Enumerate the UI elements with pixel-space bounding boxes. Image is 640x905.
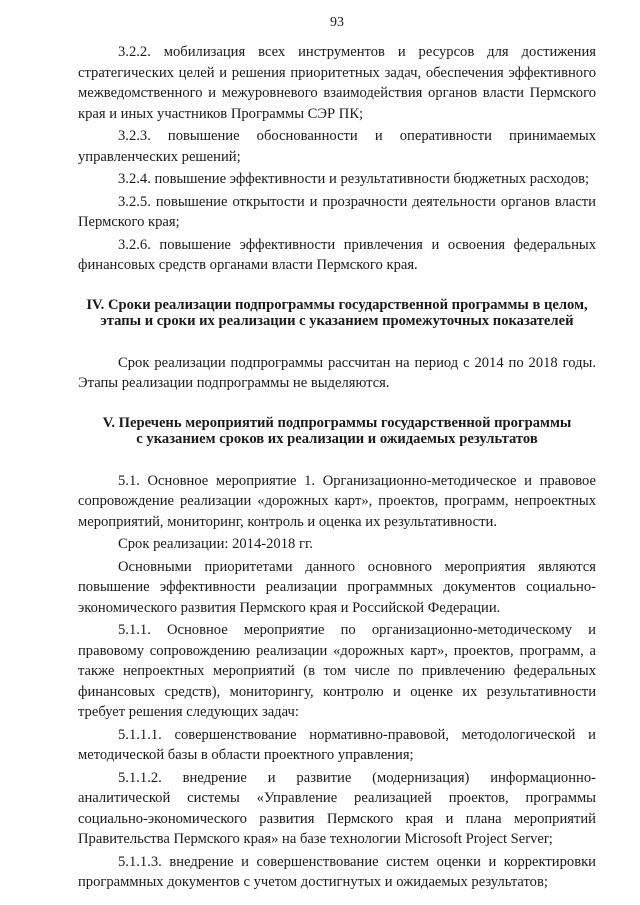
paragraph-5-1-1: 5.1.1. Основное мероприятие по организационно-методическому и правовому сопровождению реализации «дорожных карт», проектов, программ, а также непроектных мероприятий (в том числе по привлечению федеральных финансовых средств), мониторингу, контролю и оценке их результативности требует решения следующих задач: <box>78 622 596 720</box>
paragraph-implementation-period: Срок реализации подпрограммы рассчитан на период с 2014 по 2018 годы. Этапы реализации подпрограммы не выделяются. <box>78 354 596 391</box>
document-page <box>78 0 596 905</box>
paragraph-priorities: Основными приоритетами данного основного мероприятия являются повышение эффективности реализации программных документов социально-экономического развития Пермского края и Российской Федерации. <box>78 558 596 616</box>
paragraph-period: Срок реализации: 2014-2018 гг. <box>118 536 313 552</box>
paragraph-3-2-2: 3.2.2. мобилизация всех инструментов и ресурсов для достижения стратегических целей и решения приоритетных задач, обеспечения эффективного межведомственного и межуровневого взаимодействия органов власти Пермского края и иных участников Программы СЭР ПК; <box>78 44 596 122</box>
section-v-heading-line1: V. Перечень мероприятий подпрограммы государственной программы <box>102 414 572 431</box>
paragraph-5-1-1-3: 5.1.1.3. внедрение и совершенствование систем оценки и корректировки программных документов с учетом достигнутых и ожидаемых результатов; <box>78 853 596 890</box>
document-body <box>78 42 596 893</box>
page-number: 93 <box>330 15 344 30</box>
section-iv-heading <box>78 297 596 329</box>
paragraph-5-1-1-2: 5.1.1.2. внедрение и развитие (модернизация) информационно-аналитической системы «Управление реализацией проектов, программы социально-экономического развития Пермского края и плана мероприятий Правительства Пермского края» на базе технологии Microsoft Project Server; <box>78 769 596 847</box>
paragraph-3-2-4: 3.2.4. повышение эффективности и результативности бюджетных расходов; <box>118 171 590 187</box>
paragraph-3-2-5: 3.2.5. повышение открытости и прозрачности деятельности органов власти Пермского края; <box>78 193 596 230</box>
section-v-heading <box>78 415 596 447</box>
paragraph-3-2-6: 3.2.6. повышение эффективности привлечения и освоения федеральных финансовых средств органами власти Пермского края. <box>78 236 596 273</box>
section-iv-heading-line1: IV. Сроки реализации подпрограммы государственной программы в целом, <box>86 296 588 313</box>
paragraph-5-1: 5.1. Основное мероприятие 1. Организационно-методическое и правовое сопровождение реализации «дорожных карт», проектов, программ, непроектных мероприятий, мониторинг, контроль и оценка их результативности. <box>78 472 596 530</box>
paragraph-3-2-3: 3.2.3. повышение обоснованности и оперативности принимаемых управленческих решений; <box>78 128 596 165</box>
section-iv-heading-line2: этапы и сроки их реализации с указанием промежуточных показателей <box>100 312 574 329</box>
section-v-heading-line2: с указанием сроков их реализации и ожидаемых результатов <box>136 430 538 447</box>
paragraph-5-1-1-1: 5.1.1.1. совершенствование нормативно-правовой, методологической и методической базы в области проектного управления; <box>78 726 596 763</box>
